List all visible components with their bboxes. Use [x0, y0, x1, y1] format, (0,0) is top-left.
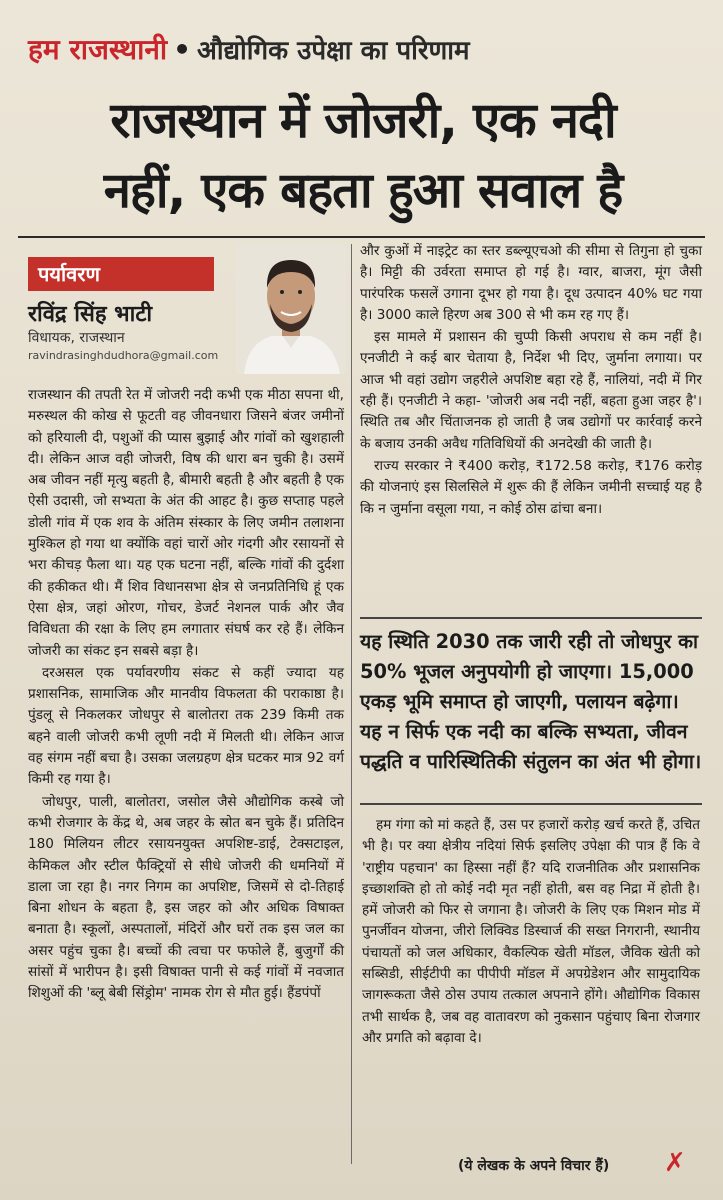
right-column-top	[360, 241, 702, 521]
pull-quote-bottom-rule	[360, 803, 702, 805]
kicker	[28, 30, 708, 72]
author-photo	[236, 244, 346, 374]
left-paragraph: दरअसल एक पर्यावरणीय संकट से कहीं ज्यादा यह प्रशासनिक, सामाजिक और मानवीय विफलता की पराकाष्ठा है। पुंडलू से निकलकर जोधपुर से बालोतरा तक 239 किमी तक बहने वाली जोजरी कभी लूणी नदी में मिलती थी। लेकिन आज वह संगम नहीं बचा है। उसका जलग्रहण क्षेत्र घटकर मात्र 92 वर्ग किमी रह गया है।	[28, 664, 344, 788]
author-email: ravindrasinghdudhora@gmail.com	[28, 349, 219, 362]
column-divider	[351, 244, 352, 1164]
right-paragraph: हम गंगा को मां कहते हैं, उस पर हजारों करोड़ खर्च करते हैं, उचित भी है। पर क्या क्षेत्रीय नदियां सिर्फ इसलिए उपेक्षा की पात्र हैं कि वे 'राष्ट्रीय पहचान' का हिस्सा नहीं हैं? यदि राजनीतिक और प्रशासनिक इच्छाशक्ति हो तो कोई नदी मृत नहीं होती, बस वह निद्रा में होती है। हमें जोजरी को फिर से जगाना है। जोजरी के लिए एक मिशन मोड में पुनर्जीवन योजना, जीरो लिक्विड डिस्चार्ज की सख्त निगरानी, स्थानीय पंचायतों को जल अधिकार, वैकल्पिक खेती मॉडल, जैविक खेती को सब्सिडी, सीईटीपी का पीपीपी मॉडल में अपग्रेडेशन और सामुदायिक जागरूकता जैसे ठोस उपाय तत्काल अपनाने होंगे। औद्योगिक विकास तभी सार्थक है, जब वह वातावरण को नुकसान पहुंचाए बिना रोजगार और प्रगति को बढ़ावा दे।	[362, 817, 700, 1046]
right-paragraph: और कुओं में नाइट्रेट का स्तर डब्ल्यूएचओ की सीमा से तिगुना हो चुका है। मिट्टी की उर्वरता समाप्त हो गई है। ग्वार, बाजरा, मूंग जैसी पारंपरिक फसलें उगाना दूभर हो गया है। दूध उत्पादन 40% घट गया है। 3000 काले हिरण अब 300 से भी कम रह गए हैं।	[360, 243, 702, 323]
pull-quote: यह स्थिति 2030 तक जारी रही तो जोधपुर का 50% भूजल अनुपयोगी हो जाएगा। 15,000 एकड़ भूमि समाप्त हो जाएगी, पलायन बढ़ेगा। यह न सिर्फ एक नदी का बल्कि सभ्यता, जीवन पद्धति व पारिस्थितिकी संतुलन का अंत भी होगा।	[360, 630, 702, 773]
right-paragraph: इस मामले में प्रशासन की चुप्पी किसी अपराध से कम नहीं है। एनजीटी ने कई बार चेताया है, निर्देश भी दिए, जुर्माना लगाया। पर आज भी वहां उद्योग जहरीले अपशिष्ट बहा रहे हैं, नालियां, नदी में गिर रही हैं। एनजीटी ने कहा- 'जोजरी अब नदी नहीं, बहता हुआ जहर है'। स्थिति तब और चिंताजनक हो जाती है जब उद्योगों पर कार्रवाई करने के बजाय उनकी अवैध गतिविधियों की अनदेखी की जाती है।	[360, 329, 702, 452]
end-mark: ✗	[664, 1148, 686, 1178]
right-column-bottom	[362, 815, 700, 1050]
column-brand: हम राजस्थानी	[28, 33, 168, 66]
headline-line-2: नहीं, एक बहता हुआ सवाल है	[103, 162, 623, 219]
kicker-separator: •	[173, 33, 192, 66]
kicker-topic: औद्योगिक उपेक्षा का परिणाम	[197, 36, 470, 66]
section-tag: पर्यावरण	[28, 257, 214, 291]
left-column	[28, 385, 344, 1006]
headline-rule	[18, 236, 705, 238]
author-role: विधायक, राजस्थान	[28, 330, 125, 346]
left-paragraph: राजस्थान की तपती रेत में जोजरी नदी कभी एक मीठा सपना थी, मरुस्थल की कोख से फूटती वह जीवनधारा जिसने बंजर जमीनों को हरियाली दी, पशुओं की प्यास बुझाई और गांवों को खुशहाली दी। लेकिन आज वही जोजरी, विष की धारा बन चुकी है। उसमें अब जीवन नहीं मृत्यु बहती है, बीमारी बहती है और बहती है एक ऐसी उदासी, जो सभ्यता के अंत की आहट है। कुछ सप्ताह पहले डोली गांव में एक शव के अंतिम संस्कार के लिए जमीन तलाशना मुश्किल हो गया था क्योंकि वहां चारों ओर गंदगी और रसायनों से भरा कीचड़ फैला था। यह एक घटना नहीं, बल्कि गांवों की दुर्दशा की हकीकत थी। मैं शिव विधानसभा क्षेत्र से जनप्रतिनिधि हूं एक ऐसा क्षेत्र, जहां ओरण, गोचर, डेजर्ट नेशनल पार्क और जैव विविधता की रक्षा के लिए हम लगातार संघर्ष कर रहे हैं। लेकिन जोजरी का संकट इन सबसे बड़ा है।	[28, 387, 344, 659]
headline	[18, 86, 708, 226]
pull-quote-top-rule	[360, 617, 702, 619]
headline-line-1: राजस्थान में जोजरी, एक नदी	[110, 92, 616, 149]
right-paragraph: राज्य सरकार ने ₹400 करोड़, ₹172.58 करोड़, ₹176 करोड़ की योजनाएं इस सिलसिले में शुरू की हैं लेकिन जमीनी सच्चाई यह है कि न जुर्माना वसूला गया, न कोई ठोस ढांचा बना।	[360, 457, 702, 517]
disclaimer: (ये लेखक के अपने विचार हैं)	[458, 1158, 610, 1174]
left-paragraph: जोधपुर, पाली, बालोतरा, जसोल जैसे औद्योगिक कस्बे जो कभी रोजगार के केंद्र थे, अब जहर के स्रोत बन चुके हैं। प्रतिदिन 180 मिलियन लीटर रसायनयुक्त अपशिष्ट-डाई, टेक्सटाइल, केमिकल और स्टील फैक्ट्रियों से सीधे जोजरी की धमनियों में डाला जा रहा है। नगर निगम का अपशिष्ट, जिसमें से दो-तिहाई बिना शोधन के बहता है, इस जहर को और अधिक विषाक्त बनाता है। स्कूलों, अस्पतालों, मंदिरों और घरों तक इस जल का असर पहुंच चुका है। बच्चों की त्वचा पर फफोले हैं, बुजुर्गों की सांसों में भारीपन है। इसी विषाक्त पानी से कई गांवों में नवजात शिशुओं की 'ब्लू बेबी सिंड्रोम' नामक रोग से मौत हुई। हैंडपंपों	[28, 793, 344, 1002]
author-name: रविंद्र सिंह भाटी	[28, 302, 153, 327]
